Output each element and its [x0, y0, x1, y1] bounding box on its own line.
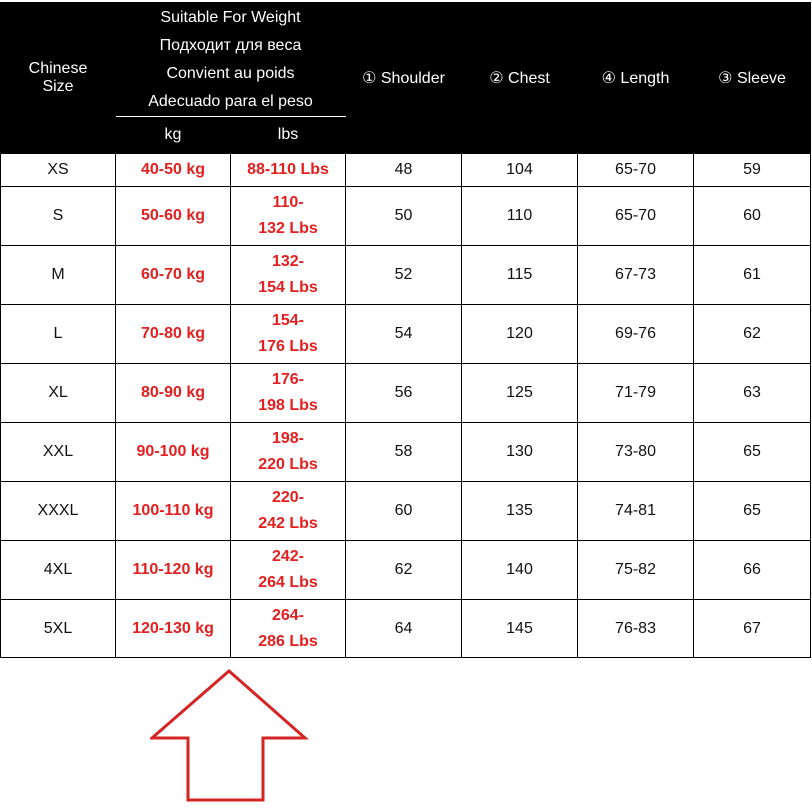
cell-sleeve: 63: [694, 364, 811, 423]
cell-length: 74-81: [578, 482, 694, 541]
cell-size: 5XL: [1, 600, 116, 658]
cell-kg: 100-110 kg: [116, 482, 231, 541]
cell-lbs-line: 220-: [271, 489, 305, 506]
header-shoulder: ① Shoulder: [346, 3, 462, 154]
cell-shoulder: 60: [346, 482, 462, 541]
table-row: [1, 187, 811, 246]
table-row: [1, 246, 811, 305]
cell-size: 4XL: [1, 541, 116, 600]
cell-sleeve: 60: [694, 187, 811, 246]
cell-lbs-line: 176 Lbs: [258, 338, 318, 355]
cell-sleeve: 59: [694, 154, 811, 187]
cell-size: L: [1, 305, 116, 364]
cell-sleeve: 61: [694, 246, 811, 305]
header-suitable-weight: [116, 3, 346, 117]
cell-shoulder: 52: [346, 246, 462, 305]
cell-lbs-line: 220 Lbs: [258, 456, 318, 473]
cell-shoulder: 54: [346, 305, 462, 364]
cell-lbs: [231, 364, 346, 423]
cell-lbs-line: 242 Lbs: [258, 515, 318, 532]
cell-lbs: [231, 246, 346, 305]
cell-chest: 140: [462, 541, 578, 600]
cell-shoulder: 48: [346, 154, 462, 187]
cell-lbs-line: 198 Lbs: [258, 397, 318, 414]
cell-lbs: [231, 305, 346, 364]
cell-lbs-line: 88-110 Lbs: [247, 161, 329, 178]
header-weight-ru: Подходит для веса: [159, 36, 302, 54]
cell-length: 69-76: [578, 305, 694, 364]
cell-kg: 110-120 kg: [116, 541, 231, 600]
cell-sleeve: 65: [694, 482, 811, 541]
cell-shoulder: 50: [346, 187, 462, 246]
cell-size: XXL: [1, 423, 116, 482]
cell-lbs: [231, 154, 346, 187]
cell-chest: 110: [462, 187, 578, 246]
cell-sleeve: 66: [694, 541, 811, 600]
table-row: [1, 364, 811, 423]
cell-kg: 70-80 kg: [116, 305, 231, 364]
header-sleeve: ③ Sleeve: [694, 3, 811, 154]
table-row: [1, 600, 811, 658]
cell-lbs-line: 242-: [271, 548, 305, 565]
cell-kg: 90-100 kg: [116, 423, 231, 482]
cell-lbs: [231, 541, 346, 600]
cell-kg: 60-70 kg: [116, 246, 231, 305]
table-row: [1, 305, 811, 364]
cell-length: 67-73: [578, 246, 694, 305]
cell-shoulder: 64: [346, 600, 462, 658]
cell-lbs-line: 132-: [271, 253, 305, 270]
cell-size: S: [1, 187, 116, 246]
cell-chest: 135: [462, 482, 578, 541]
up-arrow-outline-icon: [150, 668, 310, 804]
cell-size: M: [1, 246, 116, 305]
header-length: ④ Length: [578, 3, 694, 154]
header-weight-fr: Convient au poids: [166, 64, 295, 82]
cell-length: 76-83: [578, 600, 694, 658]
cell-sleeve: 62: [694, 305, 811, 364]
cell-shoulder: 62: [346, 541, 462, 600]
cell-kg: 120-130 kg: [116, 600, 231, 658]
cell-lbs-line: 110-: [272, 194, 304, 211]
cell-chest: 115: [462, 246, 578, 305]
cell-lbs-line: 264-: [271, 606, 305, 624]
header-chinese-size-line-2: Size: [42, 78, 74, 95]
cell-lbs-line: 176-: [271, 371, 305, 388]
cell-lbs: [231, 423, 346, 482]
cell-chest: 145: [462, 600, 578, 658]
cell-size: XXXL: [1, 482, 116, 541]
cell-length: 71-79: [578, 364, 694, 423]
size-chart-table: [0, 2, 811, 658]
cell-lbs-line: 264 Lbs: [258, 574, 318, 591]
cell-length: 65-70: [578, 154, 694, 187]
cell-lbs-line: 154 Lbs: [258, 279, 318, 296]
cell-size: XS: [1, 154, 116, 187]
header-lbs: lbs: [231, 117, 346, 154]
cell-shoulder: 56: [346, 364, 462, 423]
cell-lbs-line: 286 Lbs: [258, 632, 318, 650]
table-row: [1, 154, 811, 187]
cell-lbs: [231, 600, 346, 658]
cell-length: 65-70: [578, 187, 694, 246]
cell-lbs-line: 132 Lbs: [258, 220, 318, 237]
cell-size: XL: [1, 364, 116, 423]
cell-sleeve: 65: [694, 423, 811, 482]
up-arrow-shape: [152, 671, 305, 800]
cell-chest: 120: [462, 305, 578, 364]
cell-lbs: [231, 482, 346, 541]
size-table-body: [1, 154, 811, 658]
cell-lbs-line: 198-: [271, 430, 305, 447]
cell-lbs-line: 154-: [271, 312, 305, 329]
table-row: [1, 482, 811, 541]
header-kg: kg: [116, 117, 231, 154]
cell-length: 75-82: [578, 541, 694, 600]
header-chinese-size-line-1: Chinese: [28, 60, 88, 77]
table-row: [1, 541, 811, 600]
cell-shoulder: 58: [346, 423, 462, 482]
cell-kg: 40-50 kg: [116, 154, 231, 187]
header-weight-es: Adecuado para el peso: [148, 92, 313, 110]
cell-lbs: [231, 187, 346, 246]
header-chest: ② Chest: [462, 3, 578, 154]
table-row: [1, 423, 811, 482]
cell-kg: 50-60 kg: [116, 187, 231, 246]
cell-chest: 125: [462, 364, 578, 423]
cell-chest: 104: [462, 154, 578, 187]
cell-kg: 80-90 kg: [116, 364, 231, 423]
cell-chest: 130: [462, 423, 578, 482]
cell-sleeve: 67: [694, 600, 811, 658]
header-weight-en: Suitable For Weight: [160, 8, 301, 26]
cell-length: 73-80: [578, 423, 694, 482]
header-chinese-size: [1, 3, 116, 154]
